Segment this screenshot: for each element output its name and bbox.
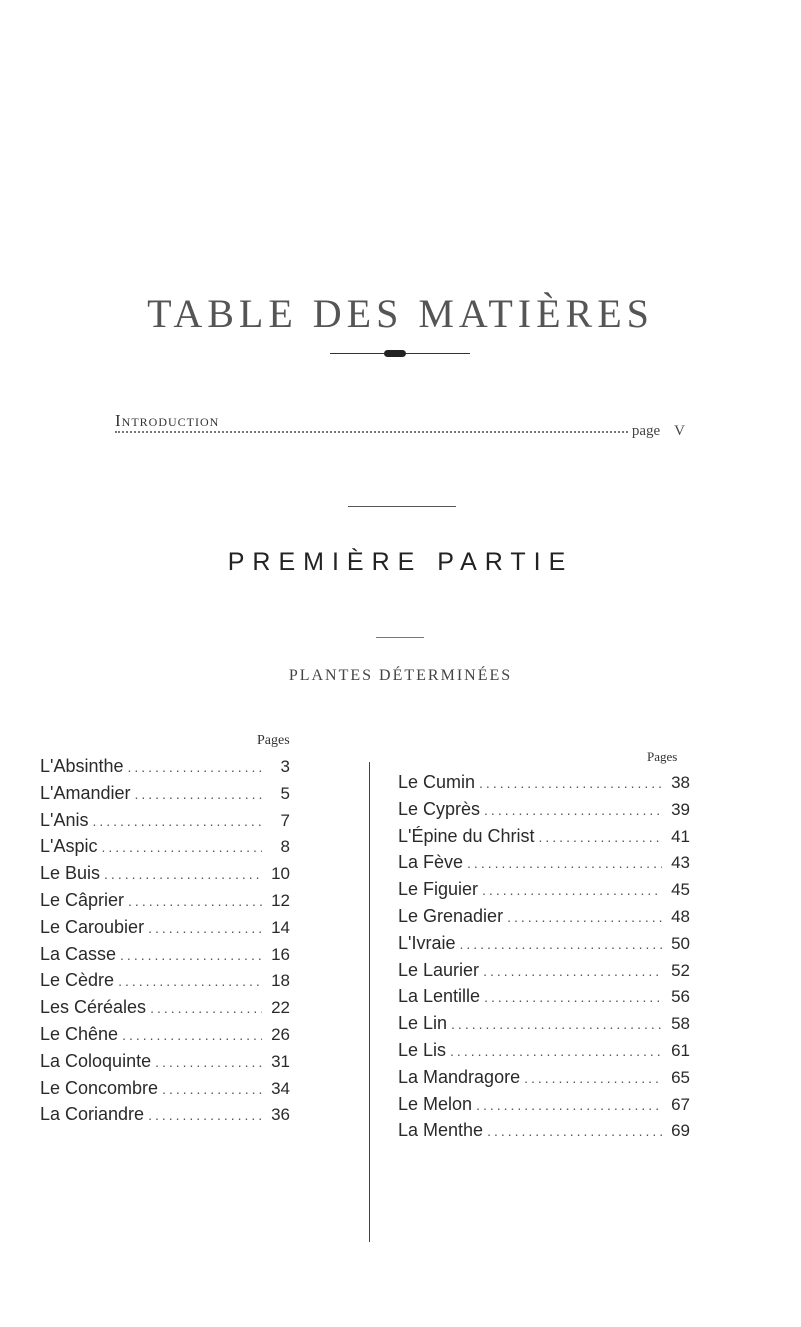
leader-dots: [128, 759, 263, 775]
leader-dots: [148, 1107, 262, 1123]
toc-entry-page: 16: [271, 944, 290, 964]
toc-entry[interactable]: [398, 879, 690, 905]
toc-entry[interactable]: [398, 1067, 690, 1093]
leader-dots: [450, 1043, 662, 1059]
toc-entry-name: Le Grenadier: [398, 906, 504, 926]
toc-entry-name: Le Cèdre: [40, 970, 115, 991]
leader-dots: [162, 1081, 262, 1097]
toc-entry-page: 65: [671, 1067, 690, 1087]
leader-dots: [487, 1123, 662, 1139]
toc-entry[interactable]: [398, 852, 690, 878]
toc-entry[interactable]: [40, 756, 290, 782]
toc-entry-name: Le Chêne: [40, 1024, 119, 1044]
toc-entry-page: 45: [671, 880, 690, 900]
toc-entry[interactable]: [398, 1013, 690, 1039]
leader-dots: [476, 1097, 662, 1113]
leader-dots: [539, 829, 662, 845]
toc-entry[interactable]: [398, 826, 690, 852]
toc-entry[interactable]: [40, 1024, 290, 1050]
toc-entry-page: 61: [671, 1041, 690, 1060]
toc-entry[interactable]: [398, 986, 690, 1012]
leader-dots: [128, 893, 262, 909]
part-subtitle: PLANTES DÉTERMINÉES: [288, 667, 513, 684]
toc-entry-name: La Menthe: [398, 1120, 484, 1141]
toc-entry-page: 67: [671, 1094, 690, 1114]
toc-entry-name: Le Buis: [40, 863, 101, 884]
toc-entry-page: 10: [271, 864, 290, 884]
toc-entry-name: Le Melon: [398, 1093, 473, 1114]
toc-entry-name: L'Anis: [40, 809, 89, 830]
toc-entry-name: Le Figuier: [398, 879, 479, 900]
column-divider: [369, 762, 370, 1242]
toc-entry-name: Le Lin: [398, 1013, 448, 1034]
toc-entry-page: 14: [271, 917, 290, 937]
leader-dots: [101, 839, 262, 855]
toc-entry[interactable]: [40, 970, 290, 996]
toc-entry-page: 56: [671, 987, 690, 1007]
page-title: TABLE DES MATIÈRES: [147, 291, 654, 336]
toc-entry-page: 8: [280, 837, 290, 857]
leader-dots: [483, 963, 662, 979]
toc-entry-page: 39: [671, 799, 690, 819]
leader-dots: [134, 786, 262, 802]
toc-entry-name: La Casse: [40, 943, 117, 964]
toc-entry-page: 69: [671, 1121, 690, 1141]
toc-entry[interactable]: [40, 917, 290, 943]
leader-dots: [92, 813, 262, 829]
leader-dots: [120, 947, 262, 963]
toc-entry[interactable]: [398, 799, 690, 825]
toc-entry[interactable]: [398, 933, 690, 959]
introduction-label: Introduction: [115, 411, 223, 431]
toc-entry-page: 48: [671, 907, 690, 926]
toc-entry-page: 22: [271, 998, 290, 1018]
toc-entry-page: 50: [671, 933, 690, 953]
toc-entry[interactable]: [398, 960, 690, 986]
toc-entry[interactable]: [40, 783, 290, 809]
toc-entry-name: Le Cyprès: [398, 798, 481, 819]
leader-dots: [122, 1027, 262, 1043]
leader-dots: [155, 1054, 262, 1070]
toc-entry-page: 3: [280, 757, 290, 776]
toc-entry-name: Les Céréales: [40, 997, 147, 1018]
pages-header-right: Pages: [647, 749, 678, 764]
toc-entry-name: Le Laurier: [398, 959, 480, 980]
toc-entry-name: L'Absinthe: [40, 756, 124, 776]
toc-entry-page: 34: [271, 1078, 290, 1098]
toc-entry-name: Le Câprier: [40, 890, 125, 910]
toc-entry[interactable]: [398, 1040, 690, 1066]
toc-entry[interactable]: [40, 890, 290, 916]
toc-entry-page: 12: [271, 891, 290, 910]
toc-entry-page: 31: [271, 1051, 290, 1071]
toc-entry[interactable]: [398, 772, 690, 798]
toc-entry-page: 41: [671, 826, 690, 846]
toc-entry-name: La Coriandre: [40, 1104, 145, 1125]
leader-dots: [459, 936, 662, 952]
toc-entry-page: 58: [671, 1014, 690, 1034]
introduction-page: [628, 423, 685, 440]
toc-entry-page: 18: [271, 971, 290, 991]
toc-entry-name: Le Lis: [398, 1040, 447, 1060]
toc-entry[interactable]: [40, 1104, 290, 1130]
leader-dots: [118, 973, 262, 989]
leader-dots: [482, 882, 662, 898]
toc-entry-page: 38: [671, 773, 690, 792]
toc-entry-page: 7: [280, 810, 290, 830]
toc-entry-name: Le Cumin: [398, 772, 476, 792]
toc-entry-name: L'Aspic: [40, 836, 98, 857]
toc-entry[interactable]: [40, 1078, 290, 1104]
toc-entry-page: 5: [280, 783, 290, 803]
leader-dots: [467, 855, 662, 871]
toc-entry[interactable]: [398, 906, 690, 932]
part-title: PREMIÈRE PARTIE: [227, 548, 574, 576]
toc-entry-name: La Mandragore: [398, 1066, 521, 1087]
leader-dots: [484, 802, 662, 818]
leader-dots: [507, 909, 662, 925]
section-rule: [348, 506, 456, 507]
toc-entry-name: La Coloquinte: [40, 1050, 152, 1071]
toc-entry[interactable]: [40, 997, 290, 1023]
section-rule-short: [376, 637, 424, 638]
introduction-entry[interactable]: [115, 411, 685, 441]
leader-dots: [148, 920, 262, 936]
pages-header-left: Pages: [257, 733, 290, 748]
leader-dots: [451, 1016, 662, 1032]
toc-entry-name: La Lentille: [398, 986, 481, 1007]
toc-entry-name: L'Ivraie: [398, 932, 456, 953]
toc-entry[interactable]: [40, 944, 290, 970]
leader-dots: [484, 989, 662, 1005]
toc-entry-name: L'Épine du Christ: [398, 825, 535, 846]
toc-entry[interactable]: [40, 810, 290, 836]
toc-entry[interactable]: [40, 863, 290, 889]
toc-entry-name: Le Caroubier: [40, 916, 145, 937]
leader-dots: [150, 1000, 262, 1016]
leader-dots: [479, 775, 662, 791]
leader-dots: [104, 866, 262, 882]
introduction-page-number: V: [674, 423, 685, 439]
toc-entry-name: La Fève: [398, 852, 464, 873]
title-ornament: [330, 350, 470, 358]
toc-entry-page: 26: [271, 1025, 290, 1044]
toc-entry-name: Le Concombre: [40, 1077, 159, 1098]
toc-entry-page: 52: [671, 960, 690, 980]
toc-entry[interactable]: [398, 1094, 690, 1120]
toc-entry-page: 36: [271, 1105, 290, 1125]
toc-entry-page: 43: [671, 853, 690, 873]
toc-entry[interactable]: [40, 836, 290, 862]
toc-entry[interactable]: [40, 1051, 290, 1077]
leader-dots: [524, 1070, 662, 1086]
toc-entry[interactable]: [398, 1120, 690, 1146]
page-word: page: [631, 423, 661, 439]
toc-entry-name: L'Amandier: [40, 782, 131, 803]
